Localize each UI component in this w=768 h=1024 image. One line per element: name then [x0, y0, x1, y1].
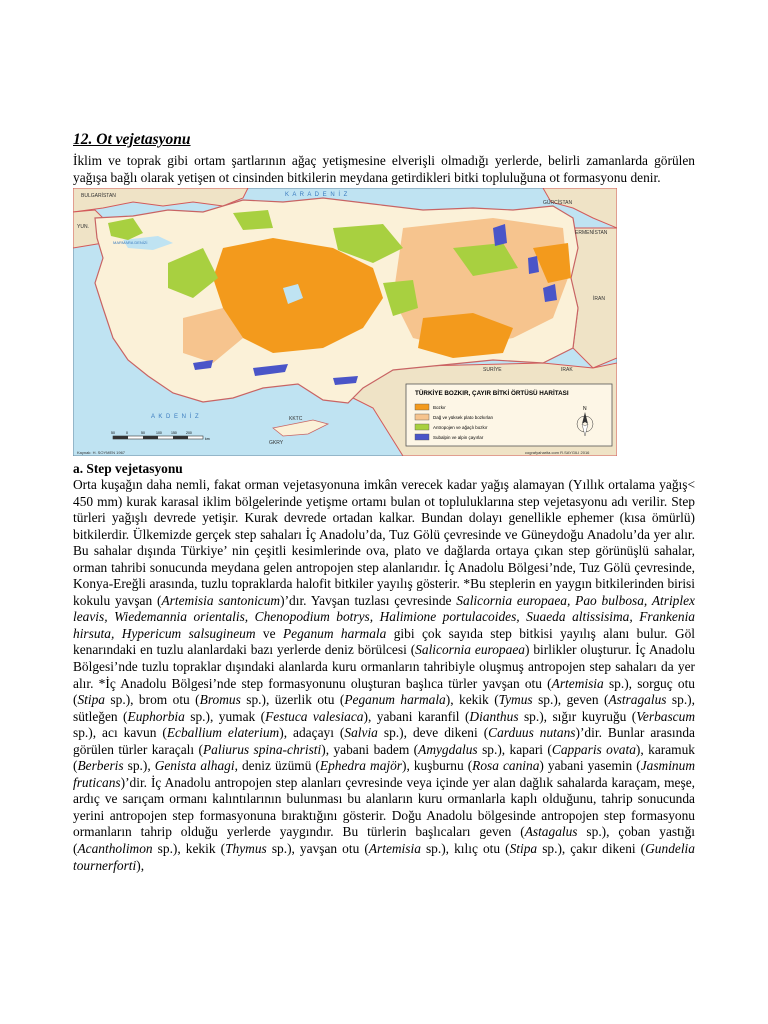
map-source-left: Kaynak: H. SOYMEN 1967 [77, 450, 126, 455]
label-syria: SURİYE [483, 367, 502, 373]
label-iran: İRAN [593, 296, 605, 302]
map-svg [73, 188, 617, 456]
scale-tick: 100 [156, 431, 162, 435]
label-bulgaria: BULGARİSTAN [81, 193, 116, 199]
label-gkry: GKRY [269, 440, 284, 446]
label-mediterranean: A K D E N İ Z [151, 414, 200, 420]
label-georgia: GÜRCİSTAN [543, 200, 573, 206]
scale-unit: km [205, 437, 210, 441]
scale-tick: 50 [111, 431, 115, 435]
legend-label: Bozkır [433, 405, 446, 410]
map-source-right: cografyaharita.com R.SAYGILI 2016 [525, 450, 590, 455]
label-kktc: KKTC [289, 416, 303, 422]
legend-title: TÜRKİYE BOZKIR, ÇAYIR BİTKİ ÖRTÜSÜ HARİTASI [415, 390, 569, 397]
map-legend [406, 384, 612, 446]
scale-tick: 200 [186, 431, 192, 435]
vegetation-map [73, 188, 617, 456]
document-page [73, 130, 695, 874]
legend-swatch [415, 434, 429, 440]
scale-tick: 0 [126, 431, 128, 435]
legend-label: Dağ ve yüksek plato bozkırları [433, 415, 494, 420]
legend-swatch [415, 424, 429, 430]
label-black-sea: K A R A D E N İ Z [285, 192, 349, 198]
section-intro: İklim ve toprak gibi ortam şartlarının ağaç yetişmesine elverişli olmadığı yerlerde, belirli zamanlarda görülen yağışa bağlı olarak yetişen ot cinsinden bitkilerin meydana getirdikleri bitki topluluğuna ot formasyonu denir. [73, 153, 695, 185]
label-armenia: ERMENİSTAN [575, 230, 608, 236]
section-title: 12. Ot vejetasyonu [73, 131, 191, 148]
steppe-body: Orta kuşağın daha nemli, fakat orman vejetasyonuna imkân verecek kadar yağış alamayan (Yıllık ortalama yağış< 450 mm) kurak karasal iklim bölgelerinde yetişme ortamı bulan ot topluluklarına step vejetasyonu adı verilir. Step türleri yağışlı devrede yetişir. Kurak devrede ortadan kalkar. Bundan dolayı genellikle ephemer (kısa ömürlü) bitkilerdir. Ülkemizde gerçek step sahaları İç Anadolu’da, Tuz Gölü çevresinde ve Güneydoğu Anadolu’da yer alır. Bu sahalar dışında Türkiye’ nin çeşitli kesimlerinde ova, plato ve dağlarda ortaya çıkan step görünüşlü sahalar, orman tahribi sonucunda meydana gelen antropojen step alanlarıdır. İç Anadolu Bölgesi’nde, Tuz Gölü çevresinde, Konya-Ereğli arasında, tuzlu topraklarda halofit bitkiler yayılış gösterir. *Bu steplerin en yaygın bitkilerinden birisi kokulu yavşan (Artemisia santonicum)’dır. Yavşan tuzlası çevresinde Salicornia europaea, Pao bulbosa, Atriplex leavis, Wiedemannia orientalis, Chenopodium botrys, Halimione portulacoides, Suaeda altissisima, Frankenia hirsuta, Hypericum salsugineum ve Peganum harmala gibi çok sayıda step bitkisi yayılış alanı bulur. Göl kenarındaki en tuzlu alanlardaki bazı yerlerde deniz börülcesi (Salicornia europaea) birlikler oluşturur. İç Anadolu Bölgesi’nde tuzlu topraklar dışındaki alanlarda kuru ormanların tahribiyle oluşmuş antropojen step sahaları da yer alır. *İç Anadolu Bölgesi’nde step formasyonunu oluşturan başlıca türler yavşan otu (Artemisia sp.), sorguç otu (Stipa sp.), brom otu (Bromus sp.), üzerlik otu (Peganum harmala), kekik (Tymus sp.), geven (Astragalus sp.), sütleğen (Euphorbia sp.), yumak (Festuca valesiaca), yabani karanfil (Dianthus sp.), sığır kuyruğu (Verbascum sp.), acı kavun (Ecballium elaterium), adaçayı (Salvia sp.), deve dikeni (Carduus nutans)’dir. Bunlar arasında görülen türler karaçalı (Paliurus spina-christi), yabani badem (Amygdalus sp.), kapari (Capparis ovata), karamuk (Berberis sp.), Genista alhagi, deniz üzümü (Ephedra majör), kuşburnu (Rosa canina) yabani yasemin (Jasminum fruticans)’dir. İç Anadolu antropojen step alanları çevresinde veya içinde yer alan dağlık sahalarda karaçam, meşe, ardıç ve sarıçam ormanı kalıntılarının bulunması bu alanların kuru ormanlarla kaplı olduğunu, tahrip sonucunda yerini antropojen step formasyonuna bıraktığını gösterir. Doğu Anadolu bölgesinde antropojen step formasyonu ormanların tahrip olduğu yerlerde yaygındır. Bu türlerin başlıcaları geven (Astagalus sp.), çoban yastığı (Acantholimon sp.), kekik (Thymus sp.), yavşan otu (Artemisia sp.), kılıç otu (Stipa sp.), çakır dikeni (Gundelia tournerforti), [73, 477, 695, 873]
label-marmara: MARMARA DENİZİ [113, 240, 148, 245]
scale-tick: 150 [171, 431, 177, 435]
legend-label: Antropojen ve ağaçlı bozkır [433, 425, 488, 430]
label-greece: YUN. [77, 224, 89, 230]
north-label: N [583, 406, 587, 412]
steppe-heading: a. Step vejetasyonu [73, 461, 183, 476]
scale-tick: 50 [141, 431, 145, 435]
legend-label: Subalpin ve alpin çayırlar [433, 435, 484, 440]
label-iraq: IRAK [561, 367, 573, 373]
legend-swatch [415, 414, 429, 420]
legend-swatch [415, 404, 429, 410]
